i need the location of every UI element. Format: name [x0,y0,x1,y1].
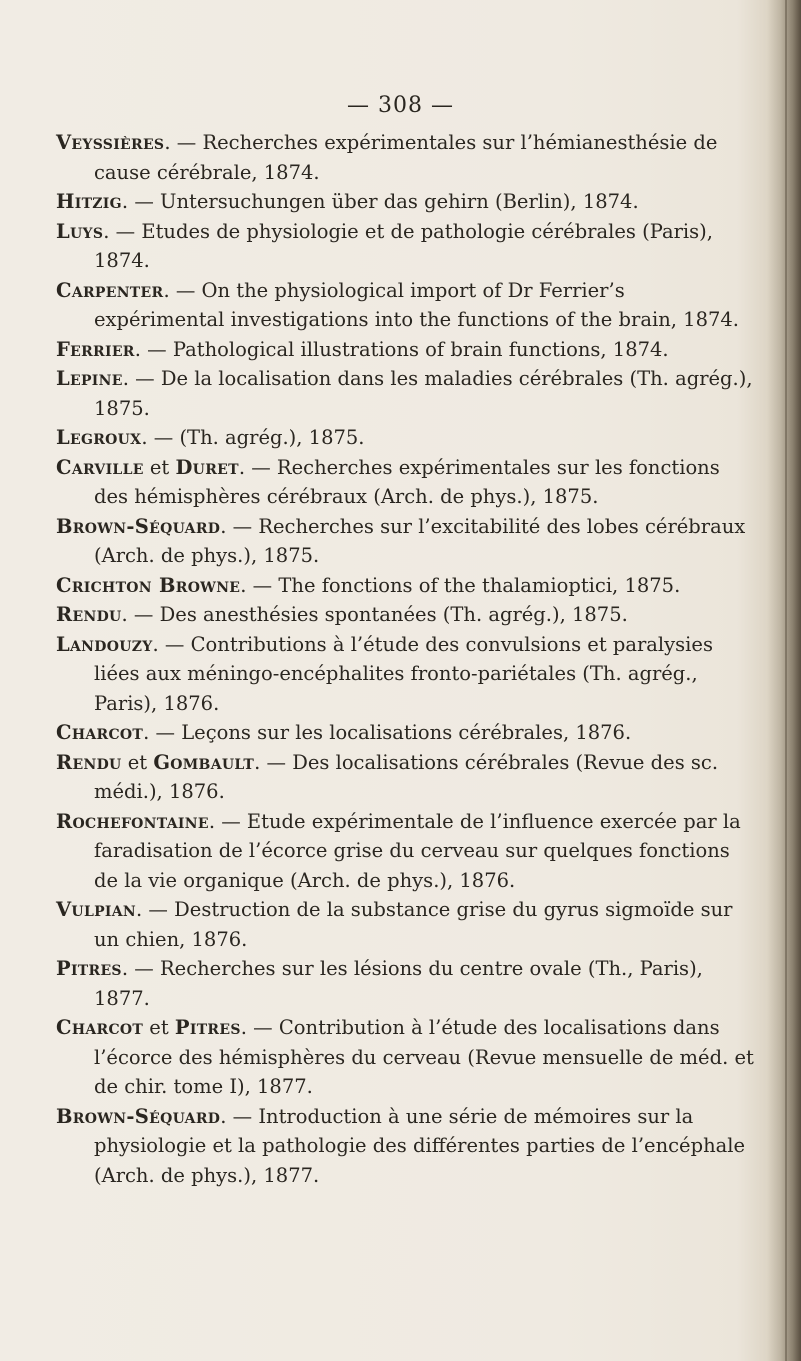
entry-author: Veyssières [56,131,165,154]
entry-author: Crichton Browne [56,573,241,597]
entry-text: Etudes de physiologie et de pathologie cérébrales (Paris), 1874. [94,219,713,272]
bibliography-entry: Rochefontaine. — Etude expérimentale de l’influence exercée par la faradisation de l’écorce grise du cerveau sur quelques fonctions de la vie organique (Arch. de phys.), 1876. [56,809,741,892]
entry-text: On the physiological import of Dr Ferrier’s expérimental investigations into the functions of the brain, 1874. [94,278,739,331]
bibliography-entry: Charcot et Pitres. — Contribution à l’étude des localisations dans l’écorce des hémisphères du cerveau (Revue mensuelle de méd. et de chir. tome I), 1877. [56,1016,754,1098]
entry-text: Recherches sur l’excitabilité des lobes cérébraux (Arch. de phys.), 1875. [94,514,746,567]
page-number: — 308 — [347,93,454,118]
entry-author: Luys [56,219,104,243]
entry-author: Brown-Séquard [56,1104,221,1128]
bibliography-entry: Charcot. — Leçons sur les localisations cérébrales, 1876. [56,721,632,744]
entry-text: Recherches expérimentales sur l’hémianesthésie de cause cérébrale, 1874. [94,131,718,184]
entry-author: Rendu [56,750,122,774]
entry-author: Legroux [56,426,142,449]
bibliography-entry: Ferrier. — Pathological illustrations of brain functions, 1874. [56,337,669,361]
bibliography-entry: Carville et Duret. — Recherches expérimentales sur les fonctions des hémisphères cérébraux (Arch. de phys.), 1875. [56,455,720,508]
bibliography-entry: Veyssières. — Recherches expérimentales sur l’hémianesthésie de cause cérébrale, 1874. [56,131,718,184]
entry-author: Ferrier [56,337,135,361]
bibliography-entry: Pitres. — Recherches sur les lésions du centre ovale (Th., Paris), 1877. [56,957,703,1010]
bibliography-entry: Luys. — Etudes de physiologie et de pathologie cérébrales (Paris), 1874. [56,219,713,272]
bibliography-entry: Carpenter. — On the physiological import of Dr Ferrier’s expérimental investigations into the functions of the brain, 1874. [56,278,739,331]
entry-text: Leçons sur les localisations cérébrales, 1876. [181,721,632,744]
entry-coauthor: Pitres [174,1016,241,1039]
bibliography-entry: Lepine. — De la localisation dans les maladies cérébrales (Th. agrég.), 1875. [56,367,753,420]
entry-author: Rendu [56,603,122,626]
bibliography-entry: Rendu. — Des anesthésies spontanées (Th. agrég.), 1875. [56,603,628,626]
entry-text: The fonctions of the thalamioptici, 1875. [278,573,681,597]
entry-coauthor: Gombault [153,750,255,774]
entry-text: Etude expérimentale de l’influence exercée par la faradisation de l’écorce grise du cerveau sur quelques fonctions de la vie organique (Arch. de phys.), 1876. [94,809,741,892]
entry-author: Carville [56,455,144,479]
bibliography-entry: Crichton Browne. — The fonctions of the thalamioptici, 1875. [56,573,681,597]
entry-author: Charcot [56,721,144,744]
entry-text: Pathological illustrations of brain functions, 1874. [172,337,669,361]
entry-author: Lepine [56,367,123,390]
entry-text: Introduction à une série de mémoires sur la physiologie et la pathologie des différentes parties de l’encéphale (Arch. de phys.), 1877. [94,1104,746,1187]
entry-coauthor: Duret [175,455,239,479]
bibliography-list [56,128,756,1190]
entry-text: (Th. agrég.), 1875. [179,426,365,449]
entry-author: Rochefontaine [56,809,209,833]
entry-author: Landouzy [56,632,153,656]
entry-author: Vulpian [56,898,137,921]
page-edge-shadow [767,0,801,1361]
bibliography-entry: Landouzy. — Contributions à l’étude des convulsions et paralysies liées aux méningo-encéphalites fronto-pariétales (Th. agrég., Paris), 1876. [56,632,713,715]
entry-text: Contributions à l’étude des convulsions et paralysies liées aux méningo-encéphalites fronto-pariétales (Th. agrég., Paris), 1876. [94,632,713,715]
bibliography-entry: Legroux. — (Th. agrég.), 1875. [56,426,365,449]
bibliography-entry: Vulpian. — Destruction de la substance grise du gyrus sigmoïde sur un chien, 1876. [56,898,733,951]
entry-text: Recherches expérimentales sur les fonctions des hémisphères cérébraux (Arch. de phys.), 1875. [94,455,720,508]
entry-text: Des anesthésies spontanées (Th. agrég.), 1875. [159,603,628,626]
entry-text: Contribution à l’étude des localisations dans l’écorce des hémisphères du cerveau (Revue mensuelle de méd. et de chir. tome I), 1877. [94,1016,754,1098]
bibliography-entry: Hitzig. — Untersuchungen über das gehirn (Berlin), 1874. [56,190,639,213]
page-edge-line [785,0,787,1361]
entry-author: Brown-Séquard [56,514,221,538]
bibliography-entry: Brown-Séquard. — Introduction à une série de mémoires sur la physiologie et la pathologie des différentes parties de l’encéphale (Arch. de phys.), 1877. [56,1104,746,1187]
bibliography-entry: Brown-Séquard. — Recherches sur l’excitabilité des lobes cérébraux (Arch. de phys.), 1875. [56,514,746,567]
bibliography-entry: Rendu et Gombault. — Des localisations cérébrales (Revue des sc. médi.), 1876. [56,750,719,803]
entry-text: Untersuchungen über das gehirn (Berlin), 1874. [160,190,639,213]
entry-text: De la localisation dans les maladies cérébrales (Th. agrég.), 1875. [94,367,753,420]
entry-author: Pitres [56,957,122,980]
entry-author: Carpenter [56,278,164,302]
entry-text: Destruction de la substance grise du gyrus sigmoïde sur un chien, 1876. [94,898,733,951]
entry-text: Des localisations cérébrales (Revue des sc. médi.), 1876. [94,750,719,803]
entry-text: Recherches sur les lésions du centre ovale (Th., Paris), 1877. [94,957,703,1010]
entry-author: Charcot [56,1016,144,1039]
entry-author: Hitzig [56,190,122,213]
